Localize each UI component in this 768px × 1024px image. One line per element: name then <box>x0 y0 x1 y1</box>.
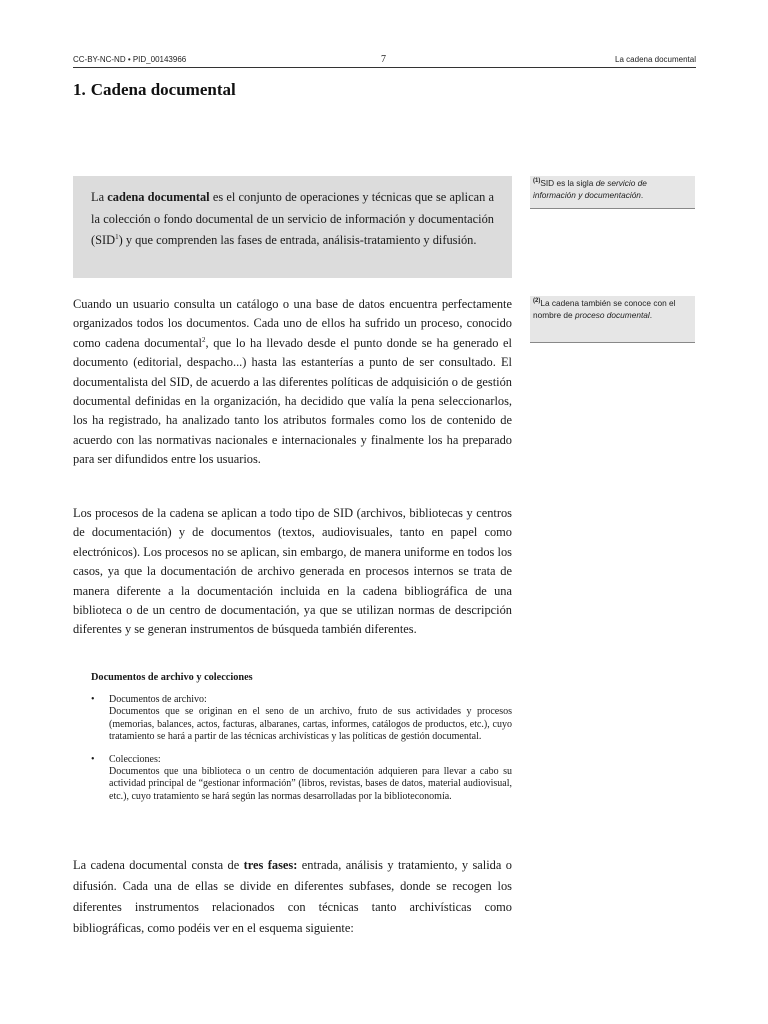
paragraph-3 <box>73 855 512 939</box>
paragraph-2: Los procesos de la cadena se aplican a todo tipo de SID (archivos, bibliotecas y centros de documentación) y de documentos (textos, audiovisuales, tanto en papel como electrónicos). Los procesos no se aplican, sin embargo, de manera uniforme en todos los casos, ya que la documentación de archivo generada en procesos internos se trata de manera diferente a la documentación incluida en la cadena bibliográfica de una biblioteca o de un centro de documentación, ya que se utilizan normas de descripción diferentes y se generan instrumentos de búsqueda también diferentes. <box>73 506 512 637</box>
list-item-collections <box>91 754 512 804</box>
list-item-term: Colecciones: <box>109 753 161 765</box>
section-title <box>73 80 236 100</box>
bullet-icon: • <box>91 753 95 765</box>
definition-pre: La <box>91 190 108 204</box>
sidenote-1-text: SID es la sigla <box>540 178 596 188</box>
footnote-ref-2: 2 <box>202 335 206 344</box>
sidenote-1-end: . <box>640 190 644 200</box>
definition-term: cadena documental <box>107 190 210 204</box>
sidenote-1-italic: de servicio de información y documentación <box>533 178 647 200</box>
header-chapter-title: La cadena documental <box>615 55 696 64</box>
sidenote-2-end: . <box>649 310 653 320</box>
sidenote-2-text: La cadena también se conoce con el nombre de <box>533 298 676 320</box>
sidenote-1-ref: (1) <box>533 178 541 185</box>
subsection-title: Documentos de archivo y colecciones <box>91 672 253 683</box>
list-item-text: Documentos que una biblioteca o un centro de documentación adquieren para llevar a cabo su actividad principal de “gestionar información” (libros, revistas, bases de datos, material audiovisual, etc.), cuyo tratamiento se hará según las normas desarrolladas por la biblioteconomía. <box>109 766 512 802</box>
list-item-text: Documentos que se originan en el seno de un archivo, fruto de sus actividades y procesos (memorias, balances, actos, facturas, albaranes, cartas, informes, catálogos de productos, etc.), cuyo tratamiento se hará a partir de las técnicas archivísticas y las políticas de gestión documental. <box>109 706 512 743</box>
paragraph-1-text-b: , que lo ha llevado desde el punto donde se ha generado el documento (editorial, despacho...) hasta las estanterías a punto de ser consultado. El documentalista del SID, de acuerdo a las diferentes políticas de adquisición o de gestión documental definidas en la organización, ha decidido que valía la pena seleccionarlos, los ha registrado, ha analizado tanto los atributos formales como los de contenido de acuerdo con las normativas nacionales e internacionales y finalmente los ha preparado para ser difundidos entre los usuarios. <box>73 335 512 467</box>
header-page-number: 7 <box>381 54 386 65</box>
header-divider <box>73 67 696 68</box>
sidenote-2-ref: (2) <box>533 298 541 305</box>
bullet-icon: • <box>91 694 95 705</box>
paragraph-1 <box>73 295 512 470</box>
section-title-text: Cadena documental <box>90 80 236 99</box>
definition-text-b: ) y que comprenden las fases de entrada, análisis-tratamiento y difusión. <box>118 233 477 248</box>
section-number: 1. <box>73 80 86 99</box>
paragraph-3-bold: tres fases: <box>243 858 298 872</box>
list-item-term: Documentos de archivo: <box>109 694 207 705</box>
footnote-ref-1: 1 <box>115 233 119 242</box>
header-doc-id: CC-BY-NC-ND • PID_00143966 <box>73 55 187 64</box>
paragraph-3-text-a: La cadena documental consta de <box>73 858 244 872</box>
paragraph-1-text-a: Cuando un usuario consulta un catálogo o una base de datos encuentra perfectamente organizados todos los documentos. Cada uno de ellos ha sufrido un proceso, conocido como cadena documental <box>73 297 512 350</box>
sidenote-2 <box>530 296 695 343</box>
sidenote-1 <box>530 176 695 209</box>
list-item-archive-documents <box>91 694 512 744</box>
definition-box <box>73 176 512 278</box>
document-types-list <box>91 694 512 813</box>
paragraph-3-text-b: entrada, análisis y tratamiento, y salida o difusión. Cada una de ellas se divide en diferentes subfases, donde se recogen los diferentes instrumentos relacionados con técnicas tanto archivísticas como bibliográficas, como podéis ver en el esquema siguiente: <box>73 858 512 935</box>
sidenote-2-italic: proceso documental <box>574 310 650 320</box>
definition-text-a: es el conjunto de operaciones y técnicas que se aplican a la colección o fondo documental de un servicio de información y documentación (SID <box>91 190 494 248</box>
